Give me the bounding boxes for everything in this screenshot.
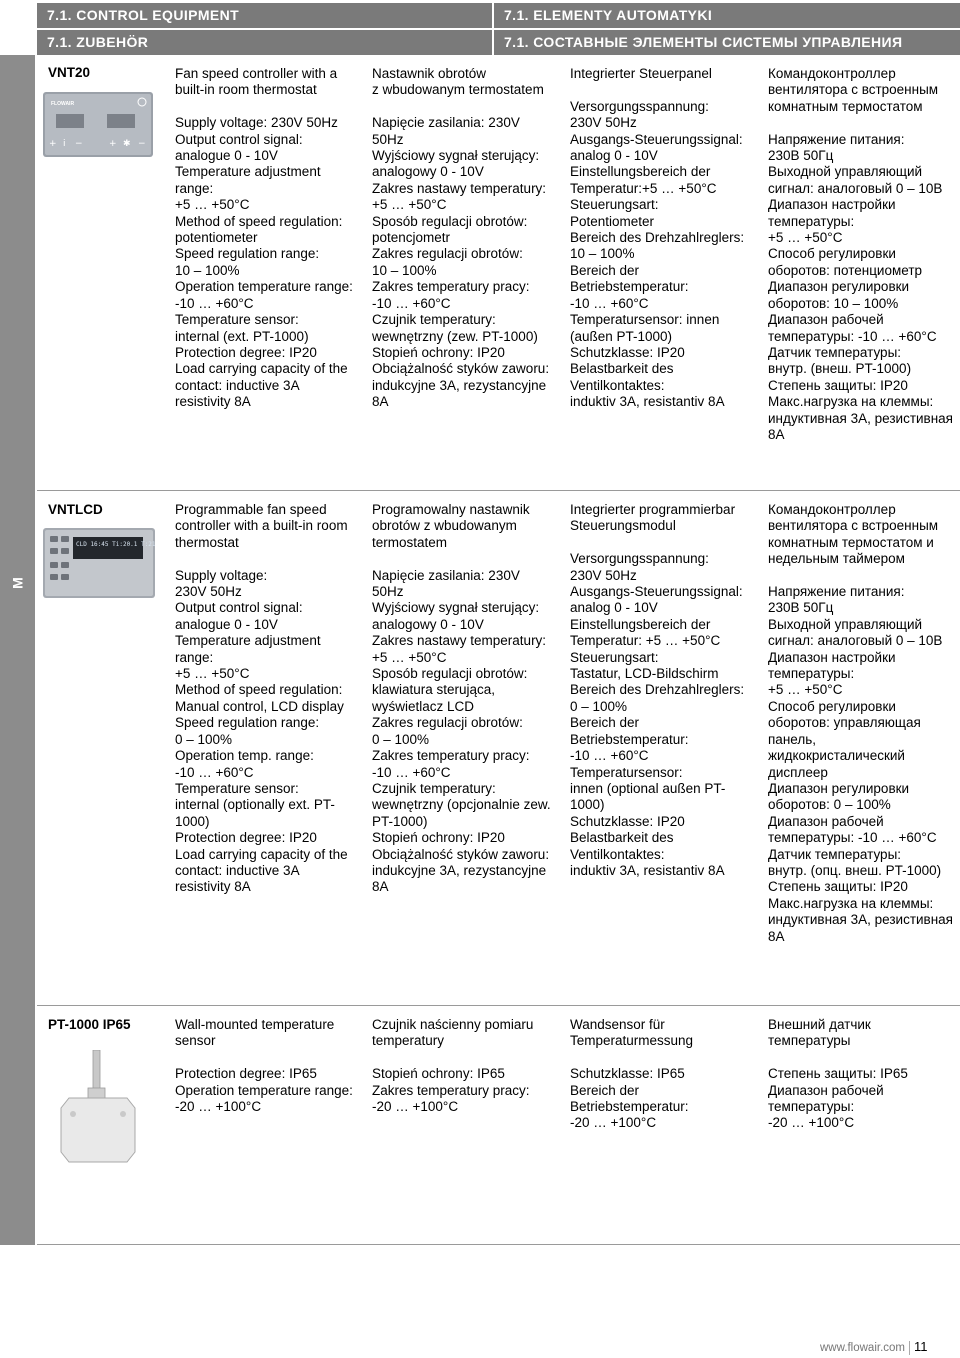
product-name: PT-1000 IP65 bbox=[48, 1017, 131, 1032]
section-header-ru: 7.1. СОСТАВНЫЕ ЭЛЕМЕНТЫ СИСТЕМЫ УПРАВЛЕНИЯ bbox=[494, 30, 960, 55]
flowair-logo: FLOWAIR bbox=[51, 101, 75, 107]
row-divider bbox=[37, 1005, 960, 1006]
product-desc-ru: Внешний датчик температуры Степень защиты: IP65 Диапазон рабочей температуры: -20 … +100°C bbox=[768, 1017, 908, 1131]
row-divider bbox=[37, 1244, 960, 1245]
product-desc-ru: Командоконтроллер вентилятора с встроенным комнатным термостатом Напряжение питания: 230В 50Гц Выходной управляющий сигнал: аналоговый 0 – 10В Диапазон настройки температуры: +5 … +50°C Способ регулировки оборотов: потенциометр Диапазон регулировки оборотов: 10 – 100% Диапазон рабочей температуры: -10 … +60°C Датчик температуры: внутр. (внеш. PT-1000) Степень защиты: IP20 Макс.нагрузка на клеммы: индуктивная 3A, резистивная 8A bbox=[768, 66, 953, 442]
svg-text:i: i bbox=[63, 139, 66, 149]
svg-text:−: − bbox=[138, 139, 146, 149]
product-desc-ru: Командоконтроллер вентилятора с встроенным комнатным термостатом и недельным таймером Напряжение питания: 230В 50Гц Выходной управляющий сигнал: аналоговый 0 – 10В Диапазон настройки температуры: +5 … +50°C Способ регулировки оборотов: управляющая панель, жидкокристалический дисплеер Диапазон регулировки оборотов: 0 – 100% Диапазон рабочей температуры: -10 … +60°C Датчик температуры: внутр. (опц. внеш. PT-1000) Степень защиты: IP20 Макс.нагрузка на клеммы: индуктивная 3A, резистивная 8A bbox=[768, 502, 953, 944]
svg-text:+: + bbox=[49, 139, 57, 149]
product-name: VNT20 bbox=[48, 65, 91, 80]
product-desc-de: Integrierter Steuerpanel Versorgungsspannung: 230V 50Hz Ausgangs-Steuerungssignal: analog 0 - 10V Einstellungsbereich der Temperatur:+5 … +50°C Steuerungsart: Potentiometer Bereich des Drehzahlreglers: 10 – 100% Bereich der Betriebstemperatur: -10 … +60°C Temperatursensor: innen (außen PT-1000) Schutzklasse: IP20 Belastbarkeit des Ventilkontaktes: induktiv 3A, resistantiv 8A bbox=[570, 66, 745, 410]
product-desc-pl: Nastawnik obrotów z wbudowanym termostatem Napięcie zasilania: 230V 50Hz Wyjściowy sygnał sterujący: analogowy 0 - 10V Zakres nastawy temperatury: +5 … +50°C Sposób regulacji obrotów: potencjometr Zakres regulacji obrotów: 10 – 100% Zakres temperatury pracy: -10 … +60°C Czujnik temperatury: wewnętrzny (zew. PT-1000) Stopień ochrony: IP20 Obciążalność styków zaworu: indukcyjne 3A, rezystancyjne 8A bbox=[372, 66, 550, 410]
section-header-de: 7.1. ZUBEHÖR bbox=[37, 30, 492, 55]
row-divider bbox=[37, 490, 960, 491]
sidebar-letter: M bbox=[9, 577, 26, 589]
product-desc-de: Wandsensor für Temperaturmessung Schutzklasse: IP65 Bereich der Betriebstemperatur: -20 … +100°C bbox=[570, 1017, 694, 1131]
footer-separator bbox=[909, 1341, 910, 1355]
section-header-en: 7.1. CONTROL EQUIPMENT bbox=[37, 3, 492, 28]
product-desc-en: Programmable fan speed controller with a built-in room thermostat Supply voltage: 230V 50Hz Output control signal: analogue 0 - 10V Temperature adjustment range: +5 … +50°C Method of speed regulation: Manual control, LCD display Speed regulation range: 0 – 100% Operation temp. range: -10 … +60°C Temperature sensor: internal (optionally ext. PT-1000) Protection degree: IP20 Load carrying capacity of the contact: inductive 3A resistivity 8A bbox=[175, 502, 348, 895]
footer-url[interactable]: www.flowair.com bbox=[820, 1342, 905, 1354]
svg-text:−: − bbox=[75, 139, 83, 149]
product-desc-de: Integrierter programmierbar Steuerungsmodul Versorgungsspannung: 230V 50Hz Ausgangs-Steuerungssignal: analog 0 - 10V Einstellungsbereich der Temperatur: +5 … +50°C Steuerungsart: Tastatur, LCD-Bildschirm Bereich des Drehzahlreglers: 0 – 100% Bereich der Betriebstemperatur: -10 … +60°C Temperatursensor: innen (optional außen PT-1000) Schutzklasse: IP20 Belastbarkeit des Ventilkontaktes: induktiv 3A, resistantiv 8A bbox=[570, 502, 745, 878]
vntlcd-controller-image bbox=[43, 528, 155, 598]
vnt20-controller-image bbox=[43, 92, 153, 157]
svg-text:✱: ✱ bbox=[123, 139, 131, 149]
lcd-screen-text: CLD 16:45 Ti:20.1 T:21.5 bbox=[76, 541, 155, 548]
section-sidebar bbox=[0, 55, 35, 1245]
pt1000-sensor-image bbox=[55, 1050, 140, 1165]
page-number: 11 bbox=[914, 1339, 928, 1354]
product-desc-pl: Programowalny nastawnik obrotów z wbudowanym termostatem Napięcie zasilania: 230V 50Hz Wyjściowy sygnał sterujący: analogowy 0 - 10V Zakres nastawy temperatury: +5 … +50°C Sposób regulacji obrotów: klawiatura sterująca, wyświetlacz LCD Zakres regulacji obrotów: 0 – 100% Zakres temperatury pracy: -10 … +60°C Czujnik temperatury: wewnętrzny (opcjonalnie zew. PT-1000) Stopień ochrony: IP20 Obciążalność styków zaworu: indukcyjne 3A, rezystancyjne 8A bbox=[372, 502, 551, 895]
product-desc-en: Fan speed controller with a built-in room thermostat Supply voltage: 230V 50Hz Output control signal: analogue 0 - 10V Temperature adjustment range: +5 … +50°C Method of speed regulation: potentiometer Speed regulation range: 10 – 100% Operation temperature range: -10 … +60°C Temperature sensor: internal (ext. PT-1000) Protection degree: IP20 Load carrying capacity of the contact: inductive 3A resistivity 8A bbox=[175, 66, 353, 410]
product-desc-pl: Czujnik naścienny pomiaru temperatury Stopień ochrony: IP65 Zakres temperatury pracy: -20 … +100°C bbox=[372, 1017, 534, 1115]
product-desc-en: Wall-mounted temperature sensor Protection degree: IP65 Operation temperature range: -20 … +100°C bbox=[175, 1017, 353, 1115]
svg-text:+: + bbox=[109, 139, 117, 149]
page-footer bbox=[820, 1339, 928, 1355]
product-name: VNTLCD bbox=[48, 502, 103, 517]
section-header-pl: 7.1. ELEMENTY AUTOMATYKI bbox=[494, 3, 960, 28]
